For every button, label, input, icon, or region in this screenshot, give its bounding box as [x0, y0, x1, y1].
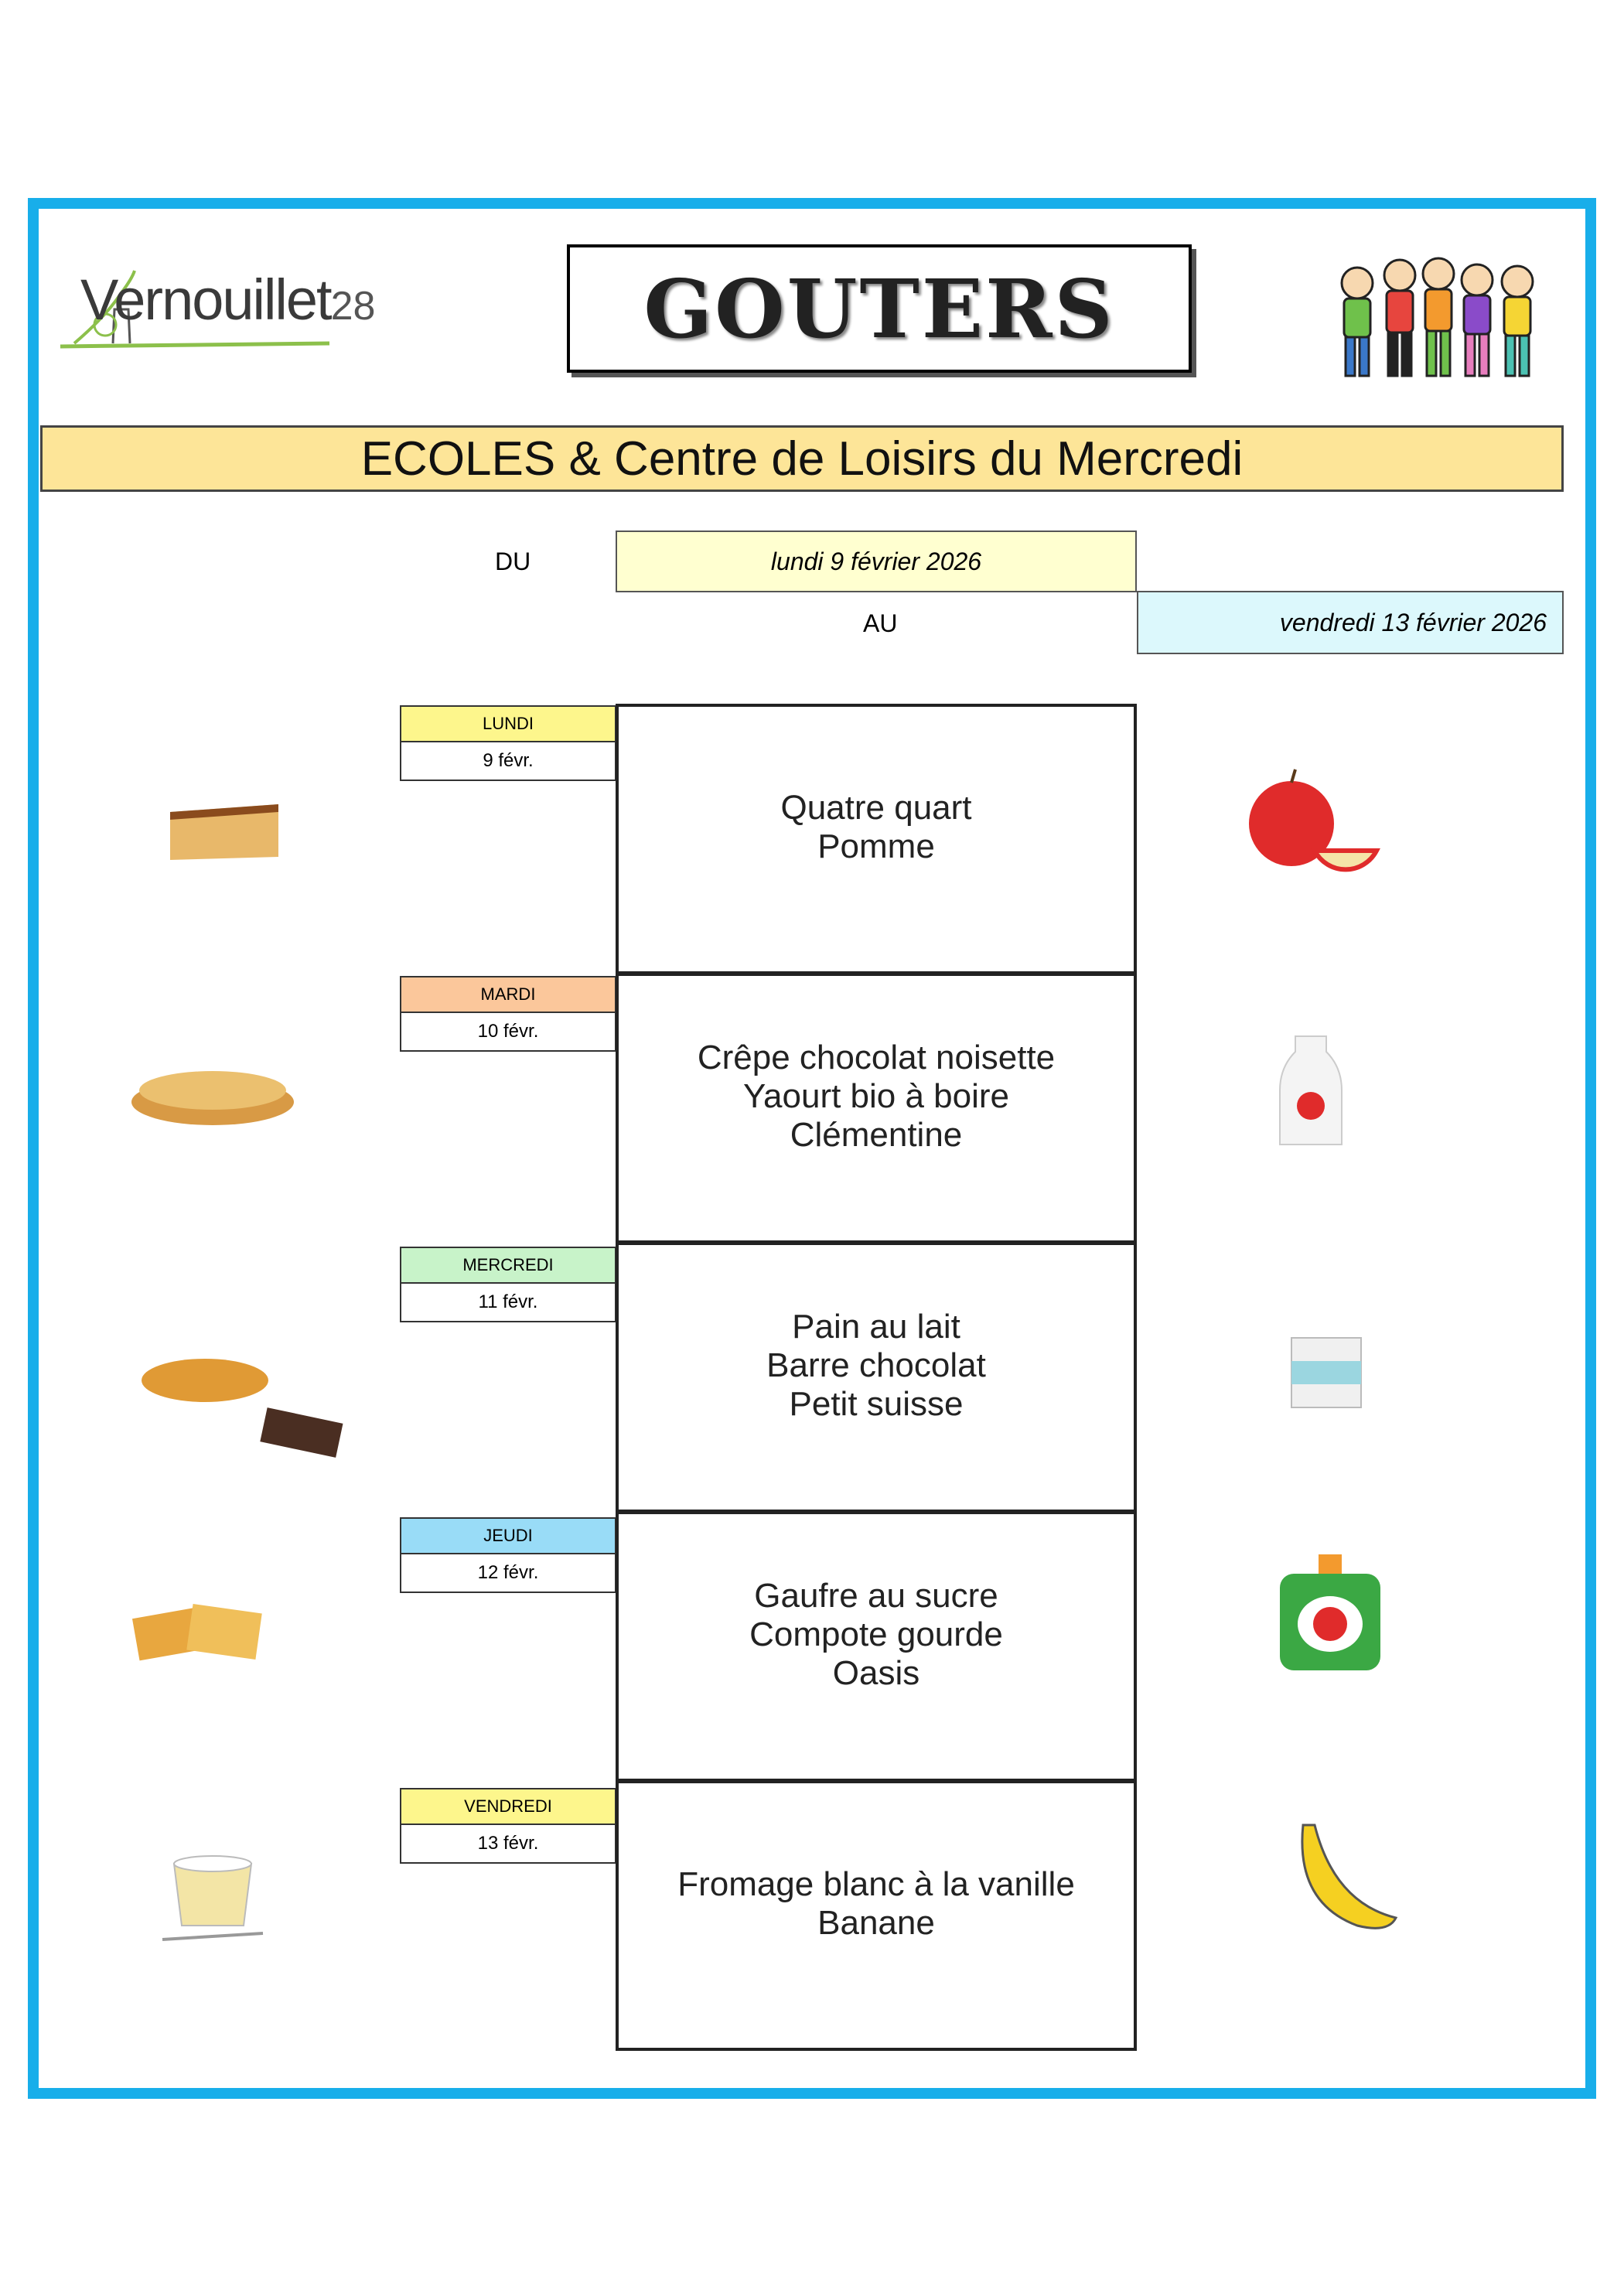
yogurt-icon	[155, 1848, 271, 1949]
bread-chocolate-icon	[139, 1346, 356, 1462]
menu-item: Barre chocolat	[766, 1346, 986, 1384]
day-date-lundi: 9 févr.	[400, 742, 616, 781]
from-label: DU	[495, 548, 531, 575]
menu-item: Petit suisse	[789, 1385, 964, 1423]
menu-item: Gaufre au sucre	[754, 1577, 998, 1615]
menu-item: Fromage blanc à la vanille	[677, 1865, 1075, 1903]
day-label-lundi: LUNDI	[400, 705, 616, 742]
children-illustration	[1322, 251, 1554, 390]
day-label-jeudi: JEUDI	[400, 1517, 616, 1554]
title-box	[567, 244, 1192, 373]
menu-mercredi	[616, 1242, 1137, 1513]
subtitle-text: ECOLES & Centre de Loisirs du Mercredi	[360, 432, 1244, 486]
to-label: AU	[863, 609, 898, 637]
waffle-icon	[128, 1593, 275, 1670]
menu-mardi	[616, 973, 1137, 1244]
day-date-mercredi: 11 févr.	[400, 1284, 616, 1322]
menu-item: Yaourt bio à boire	[742, 1077, 1010, 1115]
menu-vendredi	[616, 1780, 1137, 2051]
menu-jeudi	[616, 1511, 1137, 1782]
drinking-yogurt-icon	[1276, 1029, 1346, 1152]
menu-item: Pomme	[817, 827, 935, 865]
subtitle-banner	[40, 425, 1564, 492]
logo-text: Vernouillet28	[80, 268, 376, 332]
day-label-vendredi: VENDREDI	[400, 1788, 616, 1825]
day-date-vendredi: 13 févr.	[400, 1825, 616, 1864]
menu-item: Oasis	[832, 1654, 920, 1692]
to-date-box	[1137, 591, 1564, 654]
menu-item: Quatre quart	[780, 789, 972, 827]
day-label-mercredi: MERCREDI	[400, 1247, 616, 1284]
menu-item: Clémentine	[790, 1116, 963, 1154]
page-title: GOUTERS	[643, 261, 1115, 357]
apple-icon	[1237, 766, 1388, 878]
from-date-box	[616, 531, 1137, 592]
from-date: lundi 9 février 2026	[770, 547, 982, 575]
day-date-jeudi: 12 févr.	[400, 1554, 616, 1593]
banana-icon	[1280, 1810, 1404, 1949]
menu-lundi	[616, 704, 1137, 974]
crepe-icon	[128, 1056, 298, 1133]
cake-icon	[162, 789, 286, 866]
to-date: vendredi 13 février 2026	[1279, 608, 1547, 636]
menu-item: Crêpe chocolat noisette	[697, 1039, 1056, 1076]
menu-item: Compote gourde	[749, 1615, 1003, 1653]
menu-item: Pain au lait	[792, 1308, 960, 1346]
petit-suisse-icon	[1284, 1330, 1369, 1411]
menu-item: Banane	[817, 1904, 935, 1942]
day-date-mardi: 10 févr.	[400, 1013, 616, 1052]
compote-pouch-icon	[1272, 1551, 1388, 1674]
day-label-mardi: MARDI	[400, 976, 616, 1013]
